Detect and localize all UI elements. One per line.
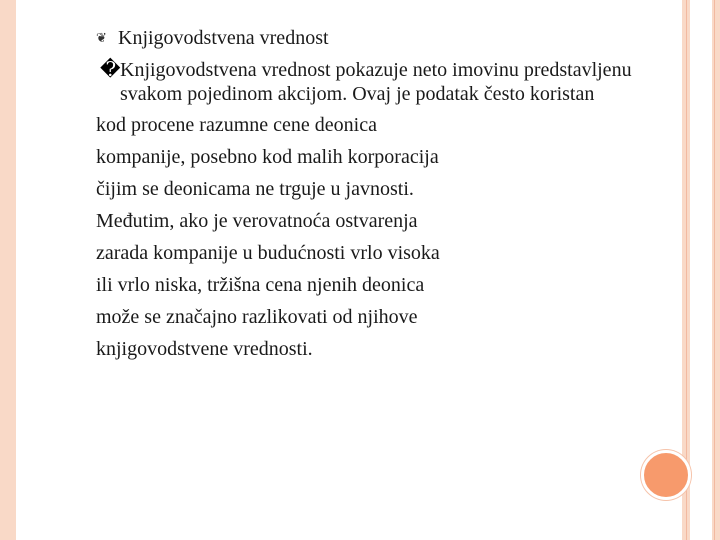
body-line: ili vrlo niska, tržišna cena njenih deonica: [96, 274, 425, 296]
body-line: kompanije, posebno kod malih korporacija: [96, 146, 439, 168]
body-line: knjigovodstvene vrednosti.: [96, 338, 313, 360]
slide-frame-right-inner: [690, 0, 712, 540]
accent-circle: [641, 450, 691, 500]
slide-content: [96, 22, 656, 365]
body-line: čijim se deonicama ne trguje u javnosti.: [96, 178, 414, 200]
missing-glyph-icon: �: [100, 59, 121, 81]
body-lines: [96, 109, 656, 365]
fleur-bullet-icon: ❦: [96, 30, 107, 45]
heading-text: Knjigovodstvena vrednost: [118, 27, 329, 49]
slide-frame-left: [0, 0, 16, 540]
first-paragraph-text: Knjigovodstvena vrednost pokazuje neto imovinu predstavljenu svakom pojedinom akcijom. Ovaj je podatak često koristan: [120, 59, 632, 105]
body-line: kod procene razumne cene deonica: [96, 114, 377, 136]
body-line: zarada kompanije u budućnosti vrlo visoka: [96, 242, 440, 264]
first-paragraph: [100, 54, 656, 106]
body-line: može se značajno razlikovati od njihove: [96, 306, 418, 328]
frame-divider: [686, 0, 687, 540]
body-line: Međutim, ako je verovatnoća ostvarenja: [96, 210, 418, 232]
frame-divider: [714, 0, 715, 540]
bullet-heading: [96, 22, 656, 54]
